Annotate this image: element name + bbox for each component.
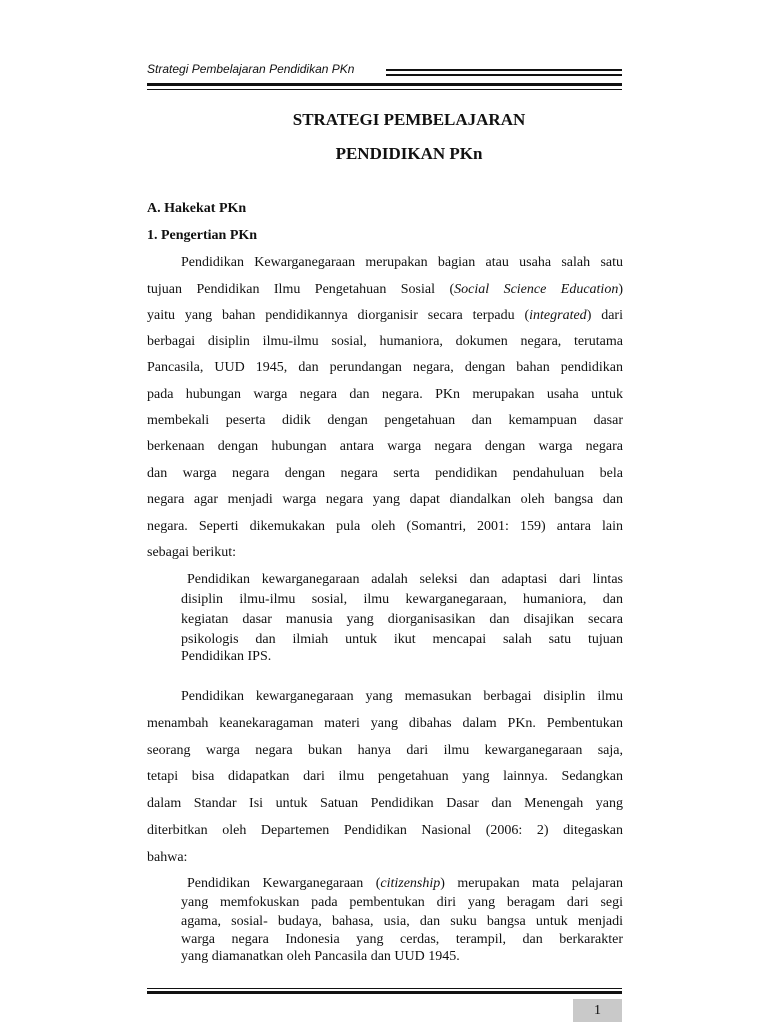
quote-line: psikologis dan ilmiah untuk ikut mencapai salah satu tujuan: [181, 632, 623, 647]
body-line: negara. Seperti dikemukakan pula oleh (Somantri, 2001: 159) antara lain: [147, 519, 623, 534]
document-title-line-1: STRATEGI PEMBELAJARAN: [292, 110, 526, 129]
header-rule: [386, 69, 622, 71]
body-line: seorang warga negara bukan hanya dari ilmu kewarganegaraan saja,: [147, 743, 623, 758]
footer-rule-thin: [147, 988, 622, 989]
body-line: bahwa:: [147, 850, 188, 865]
quote-line: yang diamanatkan oleh Pancasila dan UUD 1945.: [181, 949, 460, 964]
quote-line: warga negara Indonesia yang cerdas, terampil, dan berkarakter: [181, 932, 623, 947]
text-segment: ) dari: [586, 308, 623, 323]
body-line: pada hubungan warga negara dan negara. PKn merupakan usaha untuk: [147, 387, 623, 402]
body-line: menambah keanekaragaman materi yang dibahas dalam PKn. Pembentukan: [147, 716, 623, 731]
quote-line: yang memfokuskan pada pembentukan diri yang beragam dari segi: [181, 895, 623, 910]
italic-term: Social Science Education: [454, 282, 619, 297]
body-line: sebagai berikut:: [147, 545, 237, 560]
header-rule-thin: [147, 89, 622, 90]
body-line: [147, 307, 623, 325]
body-line: Pendidikan Kewarganegaraan merupakan bagian atau usaha salah satu: [181, 255, 623, 270]
header-rule-thick: [147, 83, 622, 86]
running-header: Strategi Pembelajaran Pendidikan PKn: [147, 62, 355, 76]
body-line: berkenaan dengan hubungan antara warga negara dengan warga negara: [147, 439, 623, 454]
header-rule: [386, 74, 622, 76]
text-segment: ): [618, 282, 623, 297]
body-line: negara agar menjadi warga negara yang dapat diandalkan oleh bangsa dan: [147, 492, 623, 507]
quote-line: Pendidikan IPS.: [181, 649, 272, 664]
quote-line: agama, sosial- budaya, bahasa, usia, dan suku bangsa untuk menjadi: [181, 914, 623, 929]
subsection-heading: 1. Pengertian PKn: [147, 228, 258, 243]
quote-line: [187, 875, 623, 892]
quote-line: disiplin ilmu-ilmu sosial, ilmu kewarganegaraan, humaniora, dan: [181, 592, 623, 607]
text-segment: yaitu yang bahan pendidikannya diorganisir secara terpadu (: [147, 308, 530, 323]
italic-term: integrated: [529, 308, 587, 323]
italic-term: citizenship: [380, 876, 441, 891]
text-segment: Pendidikan Kewarganegaraan (: [187, 876, 381, 891]
body-line: tetapi bisa didapatkan dari ilmu pengetahuan yang lainnya. Sedangkan: [147, 769, 623, 784]
body-line: membekali peserta didik dengan pengetahuan dan kemampuan dasar: [147, 413, 623, 428]
body-line: Pancasila, UUD 1945, dan perundangan negara, dengan bahan pendidikan: [147, 360, 623, 375]
body-line: dan warga negara dengan negara serta pendidikan pendahuluan bela: [147, 466, 623, 481]
body-line: diterbitkan oleh Departemen Pendidikan Nasional (2006: 2) ditegaskan: [147, 823, 623, 838]
page-number: 1: [573, 999, 622, 1022]
text-segment: tujuan Pendidikan Ilmu Pengetahuan Sosial (: [147, 282, 455, 297]
document-title-line-2: PENDIDIKAN PKn: [335, 144, 483, 163]
text-segment: ) merupakan mata pelajaran: [440, 876, 624, 891]
body-line: [147, 281, 623, 299]
footer-rule-thick: [147, 991, 622, 994]
section-heading: A. Hakekat PKn: [147, 201, 247, 216]
body-line: dalam Standar Isi untuk Satuan Pendidikan Dasar dan Menengah yang: [147, 796, 623, 811]
body-line: berbagai disiplin ilmu-ilmu sosial, humaniora, dokumen negara, terutama: [147, 334, 623, 349]
quote-line: Pendidikan kewarganegaraan adalah seleksi dan adaptasi dari lintas: [187, 572, 623, 587]
body-line: Pendidikan kewarganegaraan yang memasukan berbagai disiplin ilmu: [181, 689, 623, 704]
quote-line: kegiatan dasar manusia yang diorganisasikan dan disajikan secara: [181, 612, 623, 627]
